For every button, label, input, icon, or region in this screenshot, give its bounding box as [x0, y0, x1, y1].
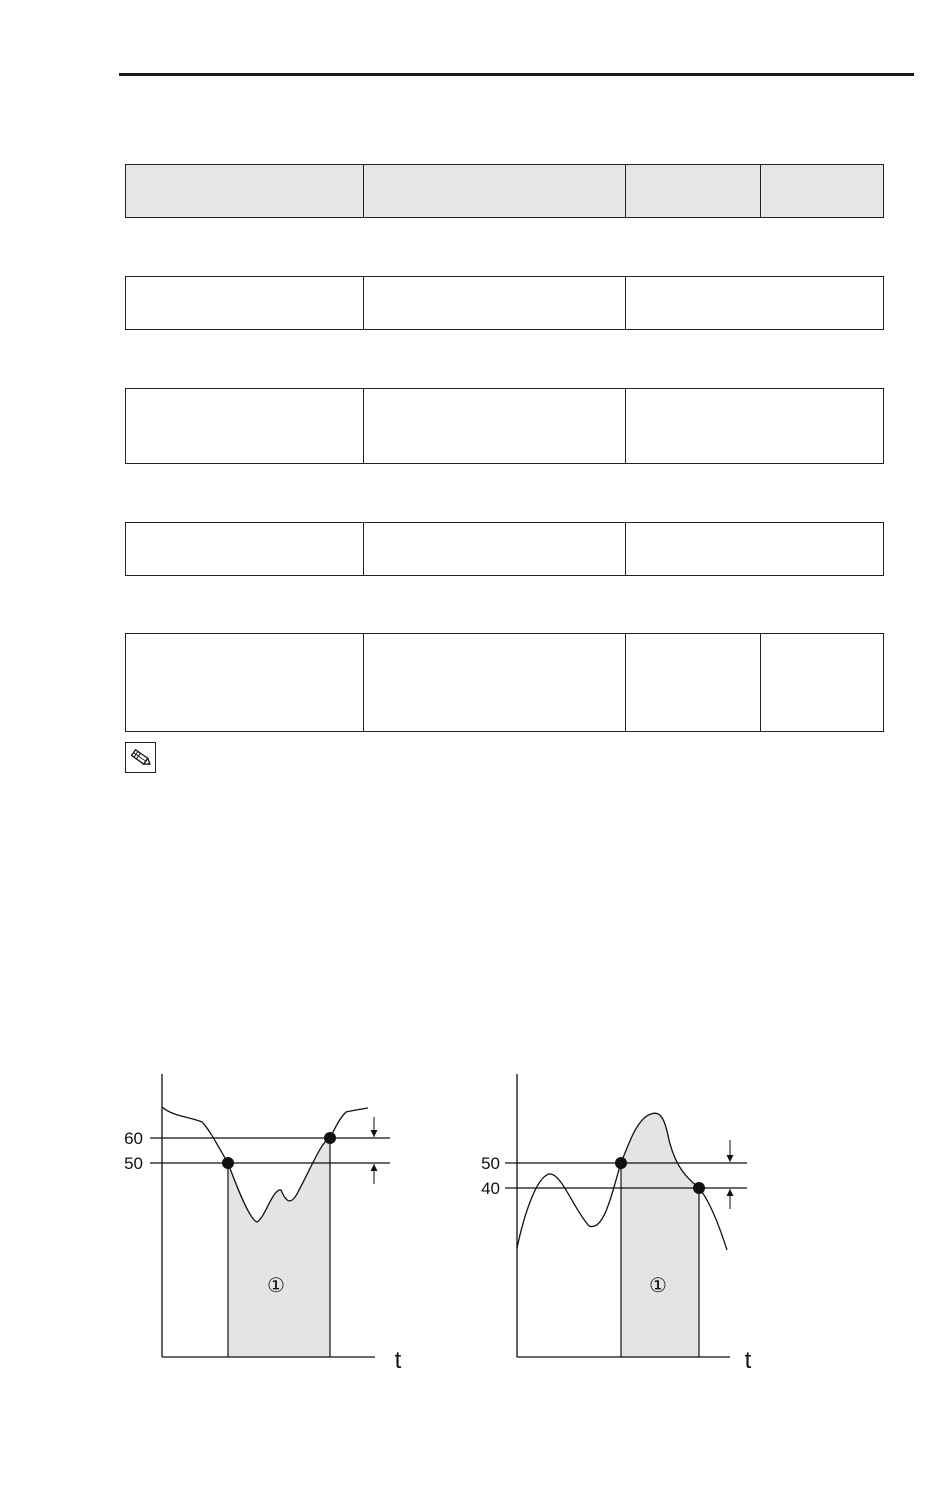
table-cell [126, 165, 364, 217]
table-cell [761, 165, 883, 217]
table-cell [364, 634, 626, 731]
h-line-label-lower: 40 [481, 1179, 500, 1198]
table-cell [364, 165, 626, 217]
hysteresis-chart-high [465, 1060, 765, 1390]
region-marker: ① [649, 1273, 667, 1297]
table-cell [626, 389, 883, 463]
table-cell [364, 389, 626, 463]
x-axis-label: t [744, 1347, 752, 1374]
top-rule [119, 73, 914, 76]
hysteresis-chart-low [110, 1060, 410, 1390]
table-row [125, 522, 884, 576]
table-cell [364, 277, 626, 329]
table-row [125, 276, 884, 330]
h-line-label-lower: 50 [124, 1154, 143, 1173]
crossing-point-high [324, 1132, 336, 1144]
crossing-point-low [693, 1182, 705, 1194]
table-cell [626, 523, 883, 575]
table-cell [626, 634, 761, 731]
signal-curve [162, 1107, 368, 1222]
crossing-point-low [222, 1157, 234, 1169]
table-cell [626, 277, 883, 329]
table-cell [126, 277, 364, 329]
pencil-note-icon [125, 742, 156, 773]
table-cell [126, 523, 364, 575]
region-fill [228, 1138, 330, 1357]
table-cell [126, 634, 364, 731]
table-row [125, 633, 884, 732]
table-header-row [125, 164, 884, 218]
h-line-label-upper: 50 [481, 1154, 500, 1173]
table-cell [126, 389, 364, 463]
table-cell [364, 523, 626, 575]
region-marker: ① [267, 1273, 285, 1297]
h-line-label-upper: 60 [124, 1129, 143, 1148]
x-axis-label: t [394, 1347, 402, 1374]
table-cell [761, 634, 883, 731]
crossing-point-high [615, 1157, 627, 1169]
region-fill [621, 1113, 699, 1357]
table-row [125, 388, 884, 464]
table-cell [626, 165, 761, 217]
